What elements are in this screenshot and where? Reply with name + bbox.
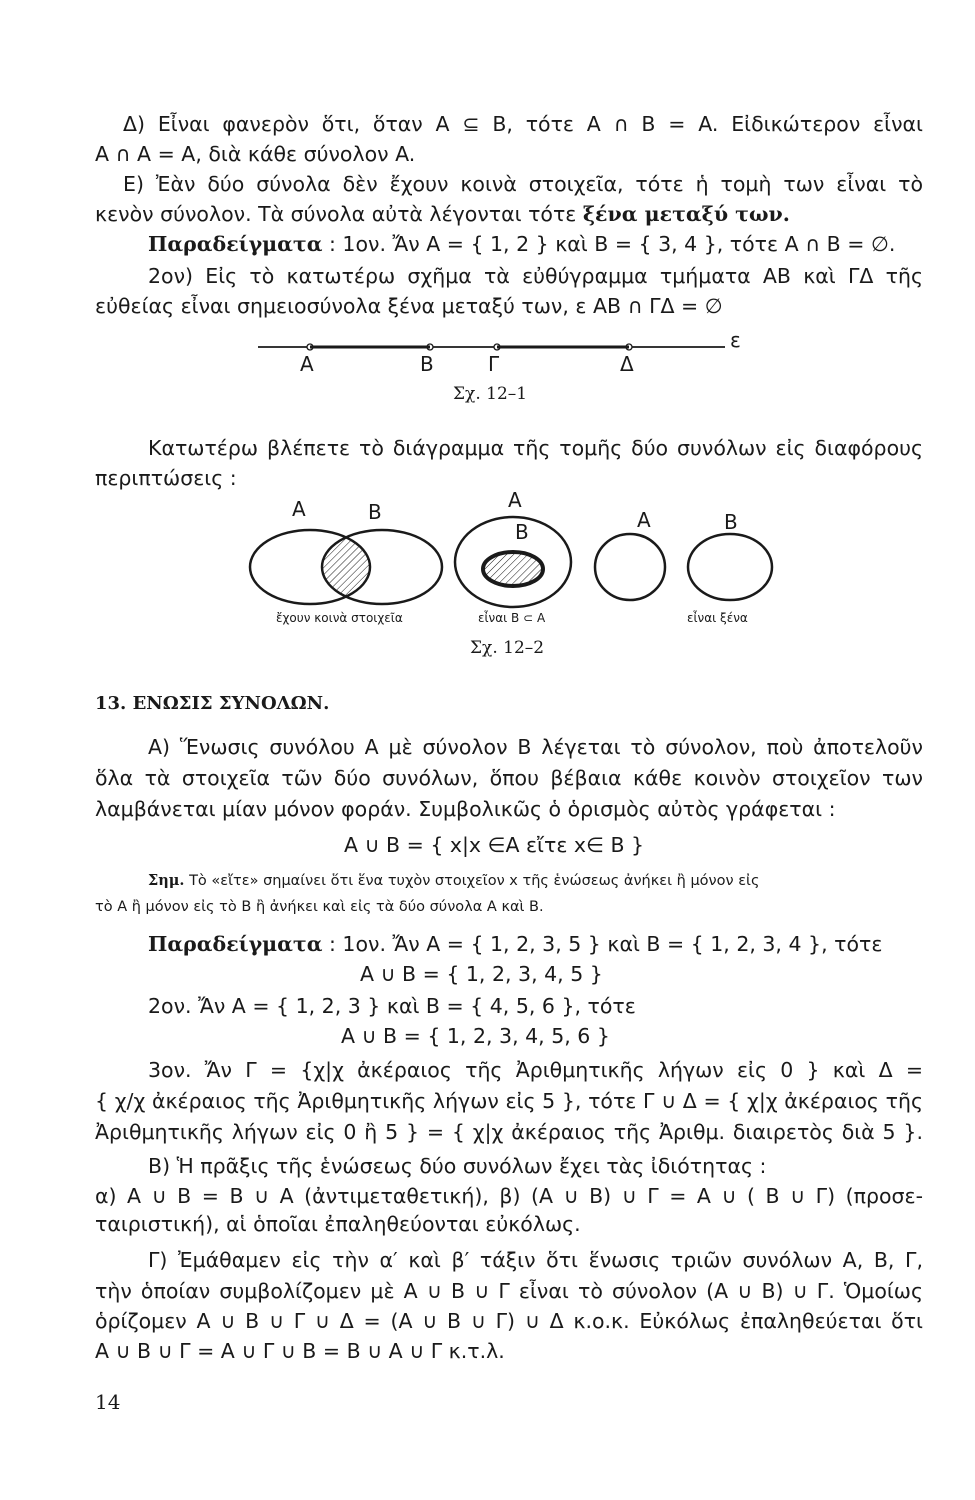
note-label: Σημ. bbox=[148, 872, 185, 889]
venn3-label-a: A bbox=[637, 508, 651, 532]
venn3-label-b: B bbox=[724, 510, 738, 534]
text-line: A ∪ B = { 1, 2, 3, 4, 5 } bbox=[360, 962, 603, 986]
fig1-label-gamma: Γ bbox=[488, 352, 500, 376]
text-span: κενὸν σύνολον. Τὰ σύνολα αὐτὰ λέγονται τότε bbox=[95, 202, 583, 226]
text-line: A) Ἕνωσις συνόλου A μὲ σύνολον B λέγεται τὸ σύνολον, ποὺ ἀποτελοῦν bbox=[148, 735, 923, 759]
note-line bbox=[148, 867, 923, 895]
venn2-set-b bbox=[483, 552, 543, 586]
text-line: τὴν ὁποίαν συμβολίζομεν μὲ A ∪ B ∪ Γ εἶναι τὸ σύνολον (A ∪ B) ∪ Γ. Ὁμοίως bbox=[95, 1279, 923, 1303]
text-line: { χ/χ ἀκέραιος τῆς Ἀριθμητικῆς λήγων εἰς 5 }, τότε Γ ∪ Δ = { χ|χ ἀκέραιος τῆς bbox=[95, 1089, 923, 1113]
text-line: α) A ∪ B = B ∪ A (ἀντιμεταθετική), β) (A ∪ B) ∪ Γ = A ∪ ( B ∪ Γ) (προσε- bbox=[95, 1184, 923, 1208]
section-heading: 13. ΕΝΩΣΙΣ ΣΥΝΟΛΩΝ. bbox=[95, 693, 330, 714]
text-line: A ∪ B ∪ Γ = A ∪ Γ ∪ B = B ∪ A ∪ Γ κ.τ.λ. bbox=[95, 1339, 505, 1363]
venn1-caption: ἔχουν κοινὰ στοιχεῖα bbox=[276, 611, 403, 625]
text-line: ταιριστική), αἱ ὁποῖαι ἐπαληθεύονται εὐκόλως. bbox=[95, 1212, 581, 1236]
text-line: εὐθείας εἶναι σημειοσύνολα ξένα μεταξύ των, ε AB ∩ ΓΔ = ∅ bbox=[95, 294, 723, 318]
text-line: B) Ἡ πρᾶξις τῆς ἑνώσεως δύο συνόλων ἔχει τὰς ἰδιότητας : bbox=[148, 1154, 767, 1178]
text-line: 3ον. Ἄν Γ = {χ|χ ἀκέραιος τῆς Ἀριθμητικῆς λήγων εἰς 0 } καὶ Δ = bbox=[148, 1058, 923, 1082]
text-line bbox=[148, 930, 948, 958]
examples-label: Παραδείγματα bbox=[148, 932, 323, 956]
text-line: A ∪ B = { 1, 2, 3, 4, 5, 6 } bbox=[341, 1024, 610, 1048]
venn2-label-b: B bbox=[515, 520, 529, 544]
page-number: 14 bbox=[95, 1390, 121, 1414]
text-line: λαμβάνεται μίαν μόνον φοράν. Συμβολικῶς ὁ ὁρισμὸς αὐτὸς γράφεται : bbox=[95, 797, 836, 821]
fig2-caption: Σχ. 12–2 bbox=[470, 638, 545, 658]
text-span: : 1ον. Ἄν A = { 1, 2 } καὶ B = { 3, 4 }, τότε A ∩ B = ∅. bbox=[322, 232, 896, 256]
venn2-label-a: A bbox=[508, 488, 522, 512]
fig1-label-a: A bbox=[300, 352, 314, 376]
text-line: 2ον) Εἰς τὸ κατωτέρω σχῆμα τὰ εὐθύγραμμα τμήματα AB καὶ ΓΔ τῆς bbox=[148, 264, 923, 288]
text-span: Τὸ «εἴτε» σημαίνει ὅτι ἕνα τυχὸν στοιχεῖον x τῆς ἑνώσεως ἀνήκει ἢ μόνον εἰς bbox=[184, 873, 760, 889]
text-line: Κατωτέρω βλέπετε τὸ διάγραμμα τῆς τομῆς δύο συνόλων εἰς διαφόρους bbox=[148, 436, 923, 460]
text-line: Δ) Εἶναι φανερὸν ὅτι, ὅταν A ⊆ B, τότε A ∩ B = A. Εἰδικώτερον εἶναι bbox=[123, 112, 923, 136]
fig1-line-label: ε bbox=[730, 328, 741, 352]
fig1-caption: Σχ. 12–1 bbox=[453, 384, 528, 404]
text-line: A ∩ A = A, διὰ κάθε σύνολον A. bbox=[95, 142, 416, 166]
venn3-caption: εἶναι ξένα bbox=[687, 611, 748, 625]
venn3-set-a bbox=[595, 534, 665, 600]
fig1-label-b: B bbox=[420, 352, 434, 376]
text-line: Ἀριθμητικῆς λήγων εἰς 0 ἢ 5 } = { χ|χ ἀκέραιος τῆς Ἀριθμ. διαιρετὸς διὰ 5 }. bbox=[95, 1120, 923, 1144]
text-line: E) Ἐὰν δύο σύνολα δὲν ἔχουν κοινὰ στοιχεῖα, τότε ἡ τομὴ των εἶναι τὸ bbox=[123, 172, 923, 196]
text-line: ὅλα τὰ στοιχεῖα τῶν δύο συνόλων, ὅπου βέβαια κάθε κοινὸν στοιχεῖον των bbox=[95, 766, 923, 790]
venn3-set-b bbox=[688, 534, 772, 600]
text-line: 2ον. Ἄν A = { 1, 2, 3 } καὶ B = { 4, 5, 6 }, τότε bbox=[148, 994, 636, 1018]
text-line: περιπτώσεις : bbox=[95, 466, 237, 490]
note-line: τὸ A ἢ μόνον εἰς τὸ B ἢ ἀνήκει καὶ εἰς τὰ δύο σύνολα A καὶ B. bbox=[95, 899, 544, 915]
emphasis-term: ξένα μεταξύ των. bbox=[582, 202, 790, 226]
text-line: ὁρίζομεν A ∪ B ∪ Γ ∪ Δ = (A ∪ B ∪ Γ) ∪ Δ κ.ο.κ. Εὐκόλως ἐπαληθεύεται ὅτι bbox=[95, 1309, 923, 1333]
fig1-label-delta: Δ bbox=[620, 352, 634, 376]
text-line: Γ) Ἐμάθαμεν εἰς τὴν α′ καὶ β′ τάξιν ὅτι ἕνωσις τριῶν συνόλων A, B, Γ, bbox=[148, 1248, 923, 1272]
venn1-label-a: A bbox=[292, 497, 306, 521]
venn1-label-b: B bbox=[368, 500, 382, 524]
text-span: : 1ον. Ἄν A = { 1, 2, 3, 5 } καὶ B = { 1, 2, 3, 4 }, τότε bbox=[322, 932, 883, 956]
examples-label: Παραδείγματα bbox=[148, 232, 323, 256]
formula: A ∪ B = { x|x ∈A εἴτε x∈ B } bbox=[344, 833, 645, 857]
venn2-caption: εἶναι B ⊂ A bbox=[478, 611, 546, 625]
